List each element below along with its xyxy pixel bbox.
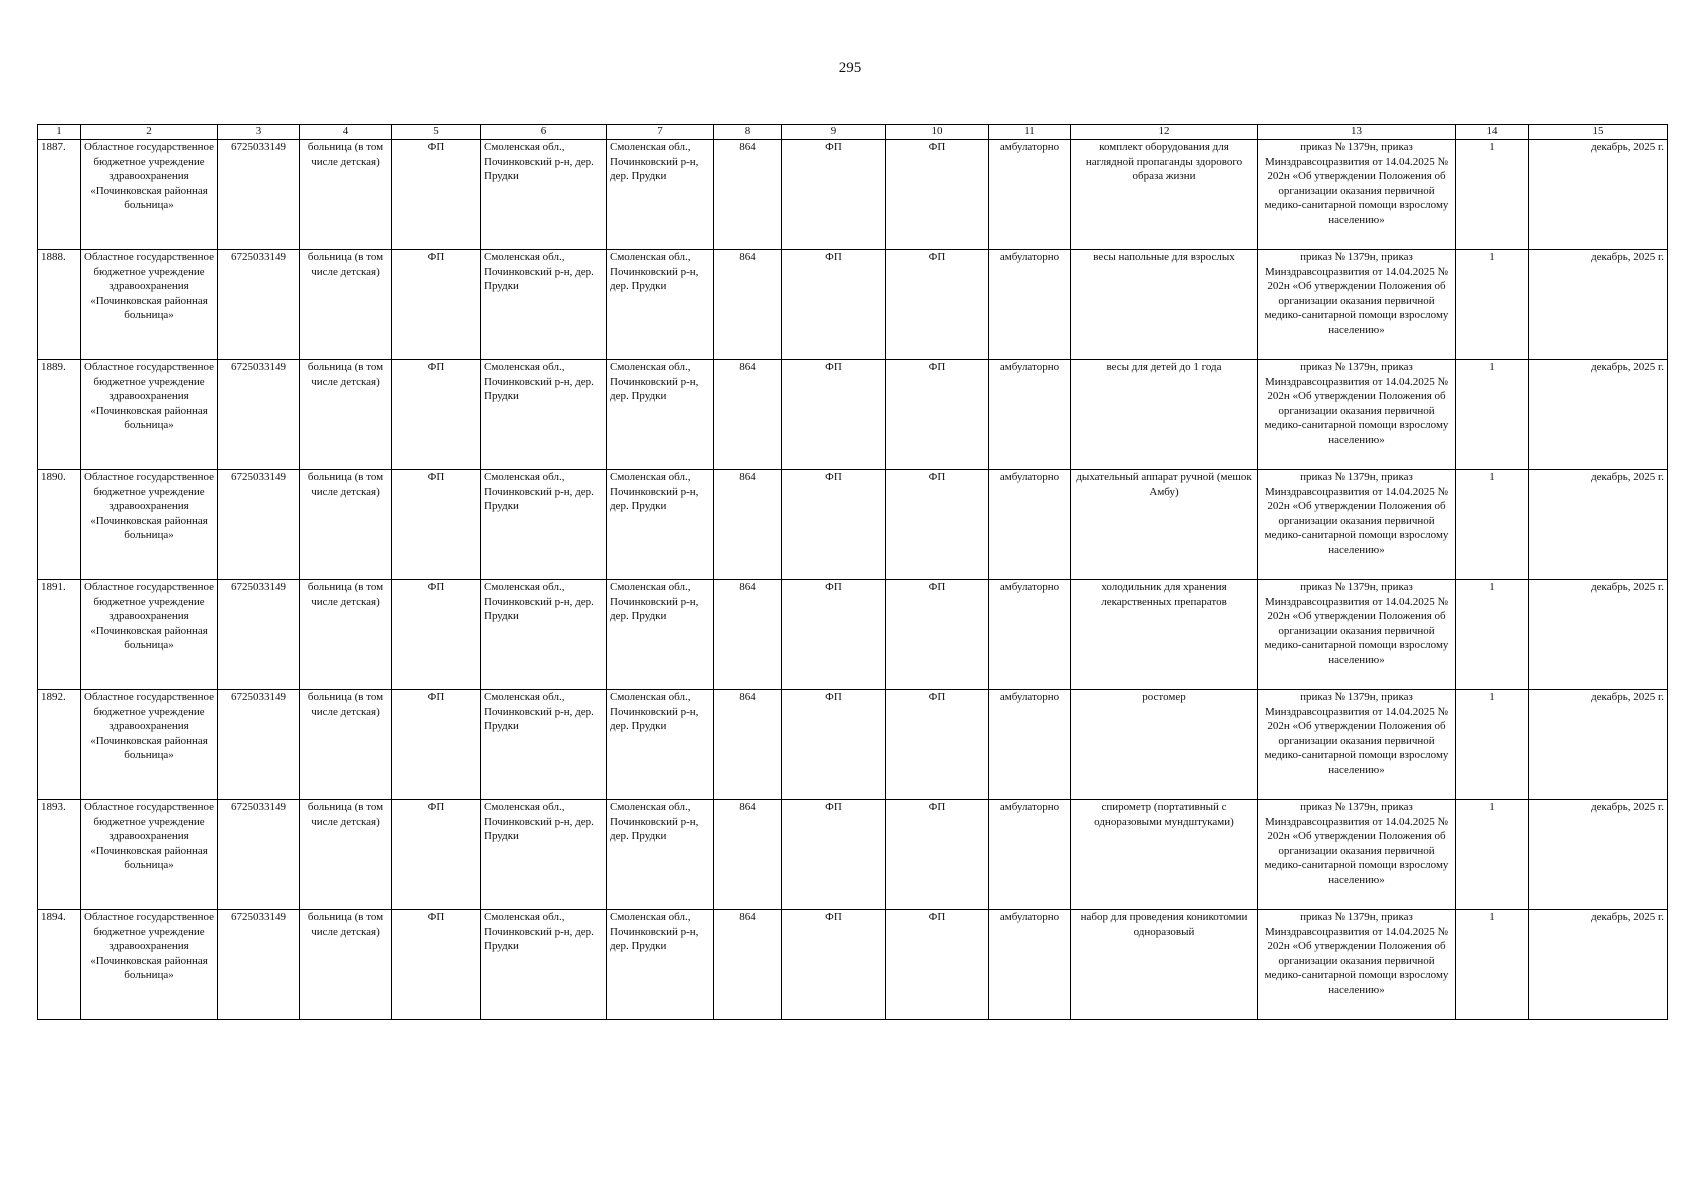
row-number: 1890. [38,470,81,580]
due-date: декабрь, 2025 г. [1529,360,1668,470]
row-number: 1889. [38,360,81,470]
due-date: декабрь, 2025 г. [1529,470,1668,580]
unit-type: ФП [392,690,481,800]
address: Смоленская обл., Починковский р-н, дер. Прудки [481,580,607,690]
inn-code: 6725033149 [218,470,300,580]
order-reference: приказ № 1379н, приказ Минздравсоцразвития от 14.04.2025 № 202н «Об утверждении Положения об организации оказания первичной медико-санитарной помощи взрослому населению» [1258,250,1456,360]
equipment-name: ростомер [1071,690,1258,800]
row-number: 1887. [38,140,81,250]
unit-col-10: ФП [886,250,989,360]
care-mode: амбулаторно [989,250,1071,360]
column-header: 5 [392,125,481,140]
inn-code: 6725033149 [218,800,300,910]
organization-name: Областное государственное бюджетное учреждение здравоохранения «Починковская районная больница» [81,910,218,1020]
order-reference: приказ № 1379н, приказ Минздравсоцразвития от 14.04.2025 № 202н «Об утверждении Положения об организации оказания первичной медико-санитарной помощи взрослому населению» [1258,690,1456,800]
code-value: 864 [714,360,782,470]
due-date: декабрь, 2025 г. [1529,910,1668,1020]
unit-col-9: ФП [782,140,886,250]
code-value: 864 [714,140,782,250]
quantity: 1 [1456,800,1529,910]
due-date: декабрь, 2025 г. [1529,690,1668,800]
code-value: 864 [714,470,782,580]
code-value: 864 [714,910,782,1020]
unit-col-9: ФП [782,690,886,800]
column-header: 3 [218,125,300,140]
equipment-name: весы напольные для взрослых [1071,250,1258,360]
unit-type: ФП [392,250,481,360]
address: Смоленская обл., Починковский р-н, дер. Прудки [481,140,607,250]
organization-name: Областное государственное бюджетное учреждение здравоохранения «Починковская районная больница» [81,470,218,580]
column-header: 1 [38,125,81,140]
unit-col-9: ФП [782,800,886,910]
address: Смоленская обл., Починковский р-н, дер. Прудки [481,250,607,360]
unit-col-10: ФП [886,580,989,690]
table-row [38,690,1668,800]
address: Смоленская обл., Починковский р-н, дер. Прудки [481,910,607,1020]
care-mode: амбулаторно [989,910,1071,1020]
table-row [38,250,1668,360]
address-actual: Смоленская обл., Починковский р-н, дер. Прудки [607,470,714,580]
care-mode: амбулаторно [989,690,1071,800]
address-actual: Смоленская обл., Починковский р-н, дер. Прудки [607,690,714,800]
unit-col-9: ФП [782,580,886,690]
address-actual: Смоленская обл., Починковский р-н, дер. Прудки [607,140,714,250]
organization-name: Областное государственное бюджетное учреждение здравоохранения «Починковская районная больница» [81,690,218,800]
unit-type: ФП [392,800,481,910]
order-reference: приказ № 1379н, приказ Минздравсоцразвития от 14.04.2025 № 202н «Об утверждении Положения об организации оказания первичной медико-санитарной помощи взрослому населению» [1258,580,1456,690]
unit-col-10: ФП [886,910,989,1020]
equipment-name: спирометр (портативный с одноразовыми мундштуками) [1071,800,1258,910]
address-actual: Смоленская обл., Починковский р-н, дер. Прудки [607,800,714,910]
unit-col-10: ФП [886,470,989,580]
due-date: декабрь, 2025 г. [1529,250,1668,360]
column-header: 14 [1456,125,1529,140]
column-header: 9 [782,125,886,140]
column-header: 10 [886,125,989,140]
code-value: 864 [714,250,782,360]
register-table [37,124,1668,1020]
quantity: 1 [1456,470,1529,580]
inn-code: 6725033149 [218,690,300,800]
organization-name: Областное государственное бюджетное учреждение здравоохранения «Починковская районная больница» [81,580,218,690]
organization-name: Областное государственное бюджетное учреждение здравоохранения «Починковская районная больница» [81,140,218,250]
quantity: 1 [1456,910,1529,1020]
address: Смоленская обл., Починковский р-н, дер. Прудки [481,470,607,580]
row-number: 1894. [38,910,81,1020]
row-number: 1892. [38,690,81,800]
quantity: 1 [1456,140,1529,250]
unit-col-10: ФП [886,690,989,800]
unit-type: ФП [392,910,481,1020]
inn-code: 6725033149 [218,360,300,470]
order-reference: приказ № 1379н, приказ Минздравсоцразвития от 14.04.2025 № 202н «Об утверждении Положения об организации оказания первичной медико-санитарной помощи взрослому населению» [1258,360,1456,470]
quantity: 1 [1456,690,1529,800]
column-header: 11 [989,125,1071,140]
code-value: 864 [714,580,782,690]
unit-col-9: ФП [782,470,886,580]
order-reference: приказ № 1379н, приказ Минздравсоцразвития от 14.04.2025 № 202н «Об утверждении Положения об организации оказания первичной медико-санитарной помощи взрослому населению» [1258,470,1456,580]
unit-type: ФП [392,580,481,690]
unit-type: ФП [392,360,481,470]
inn-code: 6725033149 [218,580,300,690]
row-number: 1893. [38,800,81,910]
address-actual: Смоленская обл., Починковский р-н, дер. Прудки [607,360,714,470]
column-header: 2 [81,125,218,140]
unit-col-10: ФП [886,800,989,910]
equipment-name: комплект оборудования для наглядной пропаганды здорового образа жизни [1071,140,1258,250]
column-header: 4 [300,125,392,140]
address-actual: Смоленская обл., Починковский р-н, дер. Прудки [607,580,714,690]
facility-type: больница (в том числе детская) [300,580,392,690]
column-number-row [38,125,1668,140]
facility-type: больница (в том числе детская) [300,470,392,580]
organization-name: Областное государственное бюджетное учреждение здравоохранения «Починковская районная больница» [81,360,218,470]
code-value: 864 [714,800,782,910]
inn-code: 6725033149 [218,910,300,1020]
equipment-name: набор для проведения коникотомии одноразовый [1071,910,1258,1020]
page-number: 295 [838,60,862,76]
address-actual: Смоленская обл., Починковский р-н, дер. Прудки [607,910,714,1020]
unit-col-10: ФП [886,140,989,250]
organization-name: Областное государственное бюджетное учреждение здравоохранения «Починковская районная больница» [81,800,218,910]
facility-type: больница (в том числе детская) [300,360,392,470]
address: Смоленская обл., Починковский р-н, дер. Прудки [481,690,607,800]
column-header: 8 [714,125,782,140]
unit-col-10: ФП [886,360,989,470]
row-number: 1891. [38,580,81,690]
care-mode: амбулаторно [989,580,1071,690]
facility-type: больница (в том числе детская) [300,800,392,910]
table-row [38,910,1668,1020]
code-value: 864 [714,690,782,800]
facility-type: больница (в том числе детская) [300,140,392,250]
order-reference: приказ № 1379н, приказ Минздравсоцразвития от 14.04.2025 № 202н «Об утверждении Положения об организации оказания первичной медико-санитарной помощи взрослому населению» [1258,910,1456,1020]
order-reference: приказ № 1379н, приказ Минздравсоцразвития от 14.04.2025 № 202н «Об утверждении Положения об организации оказания первичной медико-санитарной помощи взрослому населению» [1258,800,1456,910]
column-header: 7 [607,125,714,140]
column-header: 6 [481,125,607,140]
table-row [38,140,1668,250]
column-header: 13 [1258,125,1456,140]
due-date: декабрь, 2025 г. [1529,800,1668,910]
unit-col-9: ФП [782,910,886,1020]
table-row [38,580,1668,690]
unit-type: ФП [392,470,481,580]
equipment-name: дыхательный аппарат ручной (мешок Амбу) [1071,470,1258,580]
table-row [38,800,1668,910]
column-header: 15 [1529,125,1668,140]
quantity: 1 [1456,580,1529,690]
due-date: декабрь, 2025 г. [1529,140,1668,250]
table-row [38,360,1668,470]
care-mode: амбулаторно [989,470,1071,580]
unit-type: ФП [392,140,481,250]
inn-code: 6725033149 [218,140,300,250]
quantity: 1 [1456,250,1529,360]
quantity: 1 [1456,360,1529,470]
facility-type: больница (в том числе детская) [300,910,392,1020]
care-mode: амбулаторно [989,140,1071,250]
table-row [38,470,1668,580]
row-number: 1888. [38,250,81,360]
facility-type: больница (в том числе детская) [300,690,392,800]
address: Смоленская обл., Починковский р-н, дер. Прудки [481,360,607,470]
facility-type: больница (в том числе детская) [300,250,392,360]
due-date: декабрь, 2025 г. [1529,580,1668,690]
register-body [38,140,1668,1020]
address: Смоленская обл., Починковский р-н, дер. Прудки [481,800,607,910]
unit-col-9: ФП [782,360,886,470]
address-actual: Смоленская обл., Починковский р-н, дер. Прудки [607,250,714,360]
inn-code: 6725033149 [218,250,300,360]
equipment-name: холодильник для хранения лекарственных препаратов [1071,580,1258,690]
unit-col-9: ФП [782,250,886,360]
column-header: 12 [1071,125,1258,140]
equipment-name: весы для детей до 1 года [1071,360,1258,470]
care-mode: амбулаторно [989,360,1071,470]
care-mode: амбулаторно [989,800,1071,910]
order-reference: приказ № 1379н, приказ Минздравсоцразвития от 14.04.2025 № 202н «Об утверждении Положения об организации оказания первичной медико-санитарной помощи взрослому населению» [1258,140,1456,250]
organization-name: Областное государственное бюджетное учреждение здравоохранения «Починковская районная больница» [81,250,218,360]
